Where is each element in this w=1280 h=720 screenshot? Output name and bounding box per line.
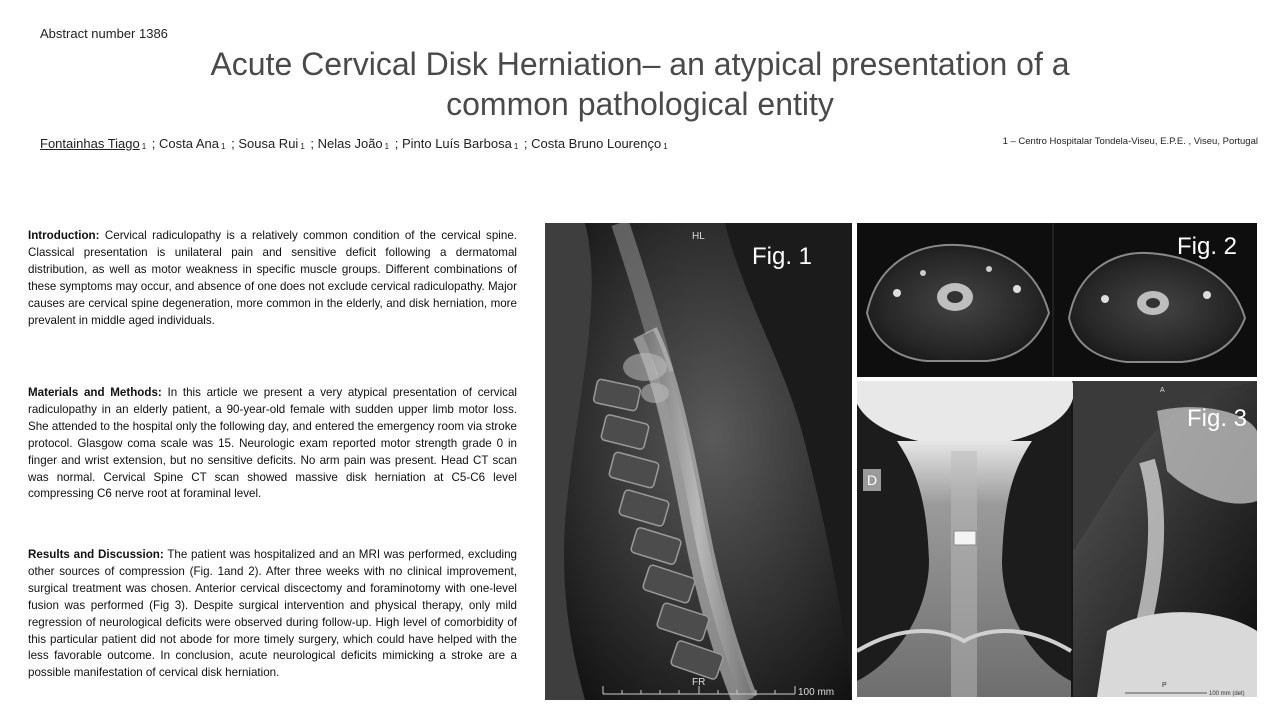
xray-ap-view [857, 381, 1074, 697]
figure-2-label: Fig. 2 [1177, 233, 1238, 260]
author-affiliation-mark: 1 [300, 142, 305, 151]
figure-1-label: Fig. 1 [752, 243, 813, 270]
author-affiliation-mark: 1 [141, 142, 147, 151]
introduction-heading: Introduction: [28, 229, 100, 242]
mri-scale-label: 100 mm [798, 687, 835, 698]
results-body: The patient was hospitalized and an MRI was performed, excluding other sources of compression (Fig. 1and 2). After three weeks with no clinical improvement, surgical treatment was chosen. Anterior cervical discectomy and foraminotomy with one-level fusion was performed (Fig 3). Despite surgical intervention and physical therapy, only mild regression of neurological deficits were observed during follow-up. High level of comorbidity of this particular patient did not abode for more timely surgery, which could have helped with the less favorable outcome. In conclusion, acute neurological deficits mimicking a stroke are a possible manifestation of cervical disk herniation. [28, 548, 518, 680]
xray-side-marker: D [867, 472, 878, 488]
poster-title [140, 44, 1140, 124]
mri-sagittal-image [545, 223, 852, 700]
methods-section [28, 385, 517, 503]
xray-scale-label: 100 mm (det) [1209, 691, 1245, 697]
xray-top-marker: A [1160, 387, 1165, 394]
methods-body: In this article we present a very atypical presentation of cervical radiculopathy in an elderly patient, a 90-year-old female with sudden upper limb motor loss. She attended to the hospital only the following day, and entered the emergency room via stroke protocol. Glasgow coma scale was 15. Neurologic exam reported motor strength grade 0 in finger and wrist extension, but no sensitive deficits. No arm pain was present. Head CT scan was normal. Cervical Spine CT scan showed massive disk herniation at C5-C6 level compressing C6 nerve root at foraminal level. [28, 386, 518, 501]
abstract-number: Abstract number 1386 [40, 26, 168, 41]
author-name: Costa Bruno Lourenço [531, 136, 662, 151]
mri-top-marker: HL [692, 231, 705, 242]
author-separator: ; [520, 136, 532, 151]
title-line-1: Acute Cervical Disk Herniation– an atypical presentation of a [210, 46, 1070, 82]
introduction-body: Cervical radiculopathy is a relatively common condition of the cervical spine. Classical presentation is unilateral pain and sensitive deficit following a dermatomal distribution, as well as motor weakness in specific muscle groups. Different combinations of these symptoms may occur, and absence of one does not exclude cervical radiculopathy. Major causes are cervical spine degeneration, more common in the elderly, and disk herniation, more prevalent in middle aged individuals. [28, 229, 517, 327]
author-separator: ; [148, 136, 160, 151]
author-separator: ; [306, 136, 318, 151]
author-list [40, 136, 670, 151]
xray-bottom-marker: P [1162, 682, 1167, 689]
author-name: Nelas João [317, 136, 383, 151]
introduction-section [28, 228, 517, 329]
author-name: Sousa Rui [238, 136, 299, 151]
affiliation: 1 – Centro Hospitalar Tondela-Viseu, E.P.E. , Viseu, Portugal [1002, 136, 1258, 147]
author-separator: ; [227, 136, 239, 151]
title-line-2: common pathological entity [446, 86, 834, 122]
author-affiliation-mark: 1 [221, 142, 226, 151]
results-heading: Results and Discussion: [28, 548, 164, 561]
figure-3-xray [857, 381, 1257, 697]
methods-heading: Materials and Methods: [28, 386, 162, 399]
mri-bottom-marker: FR [692, 677, 706, 688]
author-affiliation-mark: 1 [513, 142, 519, 151]
author-affiliation-mark: 1 [384, 142, 390, 151]
author-affiliation-mark: 1 [663, 142, 668, 151]
figure-2-axial-mri [857, 223, 1257, 377]
figure-3-label: Fig. 3 [1187, 405, 1248, 432]
author-name: Costa Ana [159, 136, 220, 151]
author-name: Pinto Luís Barbosa [401, 136, 512, 151]
fusion-implant [954, 531, 976, 545]
figure-1-sagittal-mri [545, 223, 852, 700]
author-name: Fontainhas Tiago [40, 136, 140, 151]
author-separator: ; [391, 136, 402, 151]
results-section [28, 547, 517, 682]
